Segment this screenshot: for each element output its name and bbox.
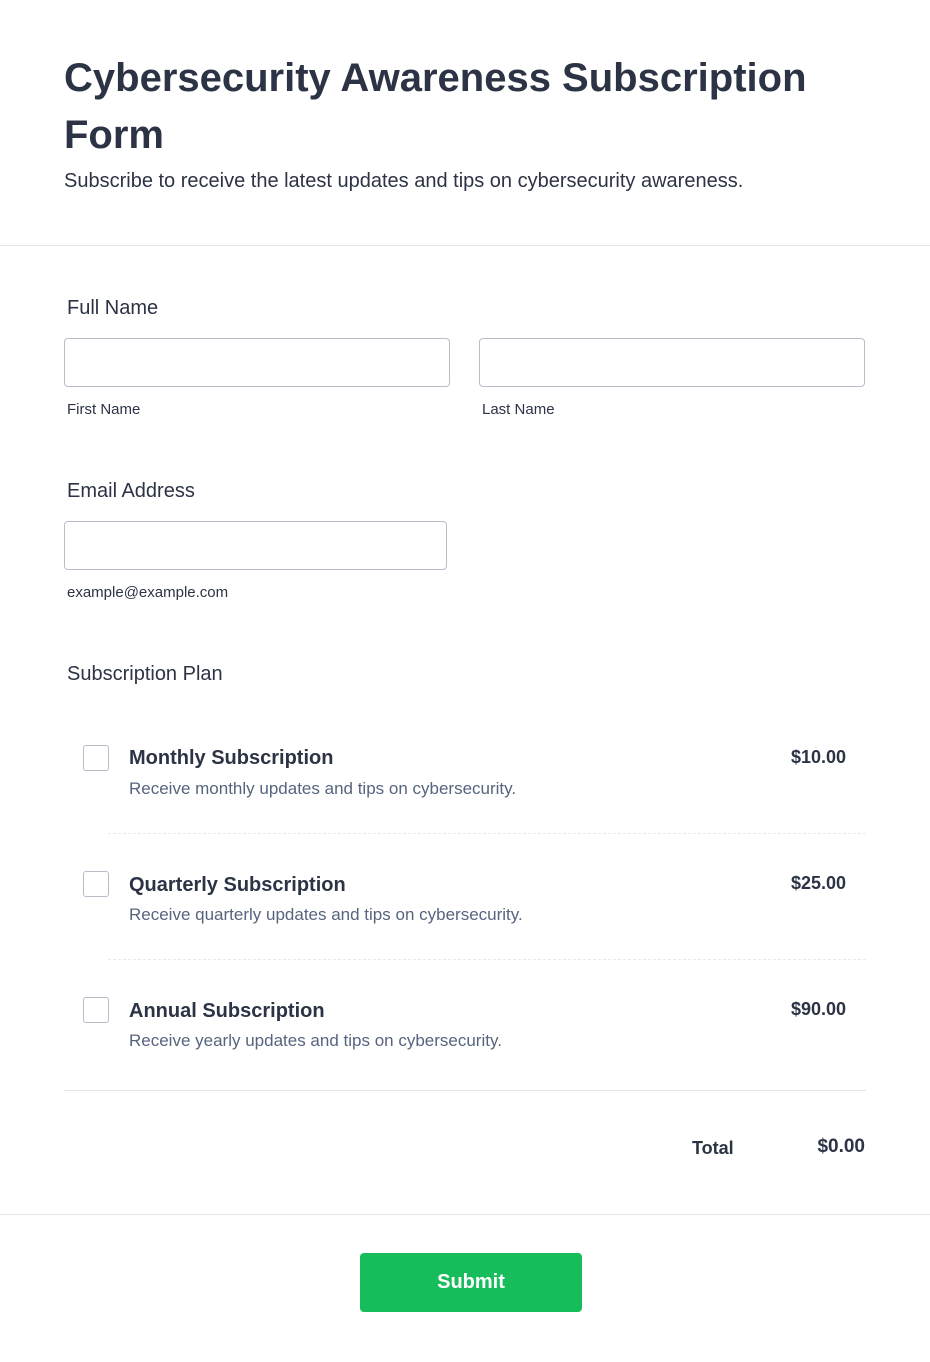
email-input[interactable] — [64, 521, 447, 570]
plan-price: $25.00 — [790, 873, 846, 893]
first-name-sublabel: First Name — [67, 401, 141, 418]
plan-annual[interactable] — [64, 960, 866, 1086]
full-name-label: Full Name — [67, 297, 159, 319]
last-name-input[interactable] — [479, 338, 865, 387]
last-name-sublabel: Last Name — [482, 401, 555, 418]
email-label: Email Address — [67, 480, 195, 502]
plan-name: Quarterly Subscription — [129, 874, 346, 896]
plan-description: Receive monthly updates and tips on cybersecurity. — [129, 779, 517, 798]
first-name-input[interactable] — [64, 338, 450, 387]
plan-quarterly[interactable] — [64, 834, 866, 960]
plan-price: $10.00 — [790, 747, 846, 767]
submit-button[interactable]: Submit — [360, 1253, 582, 1312]
plan-monthly[interactable] — [64, 708, 866, 834]
plan-monthly-checkbox[interactable] — [83, 745, 109, 771]
page-title: Cybersecurity Awareness Subscription Form — [64, 56, 807, 157]
subscription-plan-label: Subscription Plan — [67, 663, 223, 685]
plan-price: $90.00 — [790, 999, 846, 1019]
form-header — [0, 0, 930, 246]
plan-name: Monthly Subscription — [129, 747, 334, 769]
page-subtitle: Subscribe to receive the latest updates and tips on cybersecurity awareness. — [64, 170, 744, 192]
plan-quarterly-checkbox[interactable] — [83, 871, 109, 897]
plan-description: Receive quarterly updates and tips on cybersecurity. — [129, 905, 523, 924]
plans-divider — [64, 1090, 866, 1091]
total-value: $0.00 — [817, 1136, 865, 1157]
footer-divider — [0, 1214, 930, 1215]
email-sublabel: example@example.com — [67, 584, 229, 601]
total-label: Total — [692, 1138, 734, 1158]
plan-name: Annual Subscription — [129, 1000, 325, 1022]
plan-annual-checkbox[interactable] — [83, 997, 109, 1023]
plan-description: Receive yearly updates and tips on cybersecurity. — [129, 1031, 502, 1050]
